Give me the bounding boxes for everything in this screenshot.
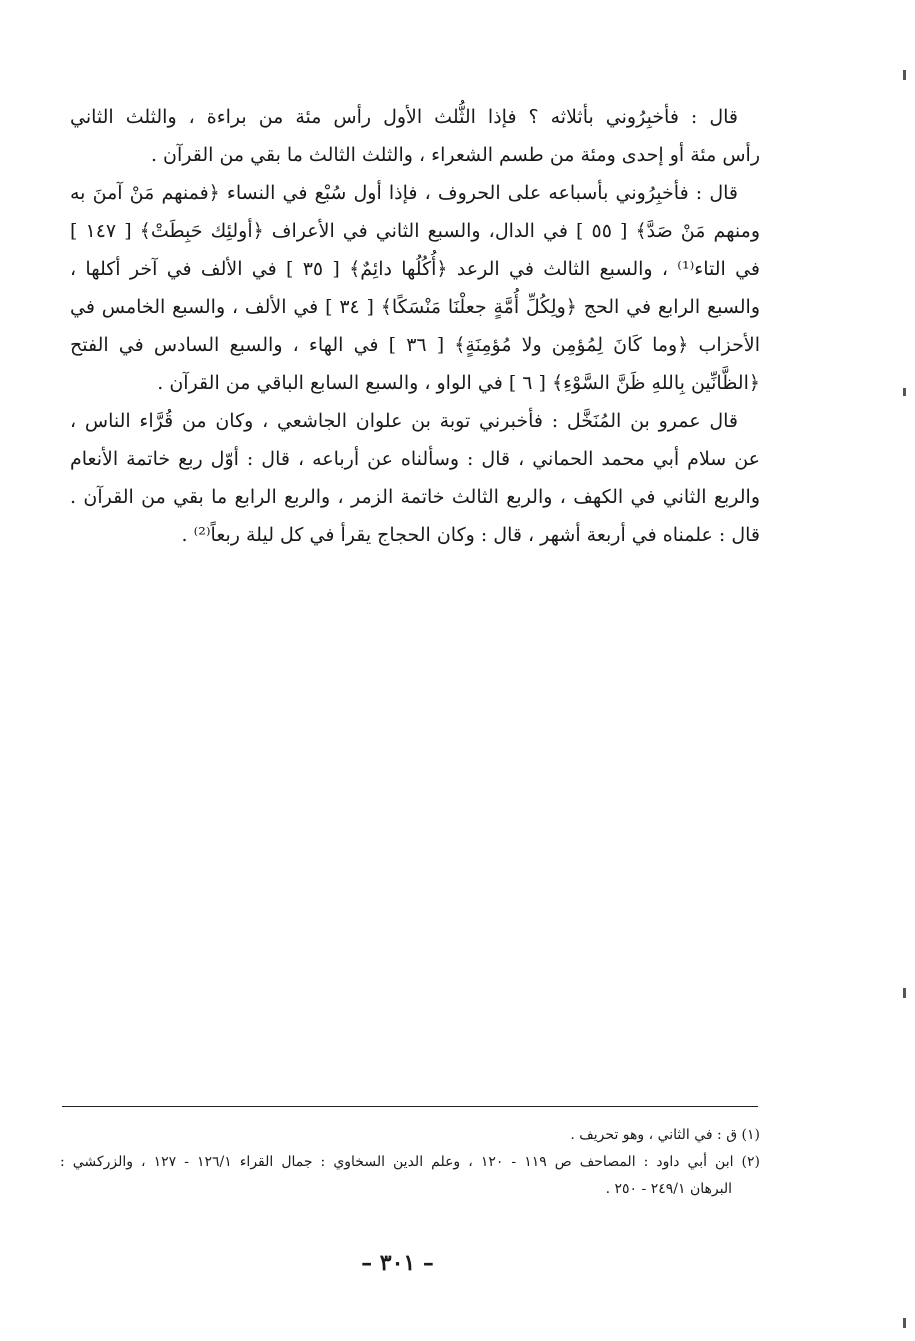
text-line: رأس مئة أو إحدى ومئة من طسم الشعراء ، والثلث الثالث ما بقي من القرآن . bbox=[150, 144, 760, 166]
text-line: قال : علمناه في أربعة أشهر ، قال : وكان الحجاج يقرأ في كل ليلة ربعاً⁽²⁾ . bbox=[181, 524, 760, 546]
edge-mark bbox=[903, 1318, 906, 1328]
footnote-2: (٢) ابن أبي داود : المصاحف ص ١١٩ - ١٢٠ ، وعلم الدين السخاوي : جمال القراء ١٢٦/١ - ١٢٧ ، والزركشي : bbox=[60, 1154, 760, 1170]
footnote-separator bbox=[62, 1106, 758, 1107]
text-line: ﴿الظَّانِّين بِاللهِ ظَنَّ السَّوْءِ﴾ [ ٦ ] في الواو ، والسبع السابع الباقي من القرآن . bbox=[157, 372, 760, 394]
footnote-2-continuation: البرهان ٢٤٩/١ - ٢٥٠ . bbox=[605, 1181, 732, 1197]
text-line: في التاء⁽¹⁾ ، والسبع الثالث في الرعد ﴿أُكُلُها دائِمٌ﴾ [ ٣٥ ] في الألف في آخر أكلها ، bbox=[70, 258, 760, 280]
page-number: – ٣٠١ – bbox=[361, 1250, 434, 1276]
footnote-1: (١) ق : في الثاني ، وهو تحريف . bbox=[570, 1127, 760, 1143]
text-line: قال : فأخبِرُوني بأسباعه على الحروف ، فإذا أول سُبْع في النساء ﴿فمنهم مَنْ آمنَ به bbox=[70, 182, 738, 204]
text-line: والسبع الرابع في الحج ﴿ولِكُلِّ أُمَّةٍ جعلْنَا مَنْسَكًا﴾ [ ٣٤ ] في الألف ، والسبع الخامس في bbox=[70, 296, 760, 318]
text-line: قال عمرو بن المُنَخَّل : فأخبرني توبة بن علوان الجاشعي ، وكان من قُرَّاء الناس ، bbox=[70, 410, 738, 432]
text-line: عن سلام أبي محمد الحماني ، قال : وسألناه عن أرباعه ، قال : أوّل ربع خاتمة الأنعام bbox=[70, 448, 760, 470]
text-line: ومنهم مَنْ صَدَّ﴾ [ ٥٥ ] في الدال، والسبع الثاني في الأعراف ﴿أولئِك حَبِطَتْ﴾ [ ١٤٧ ] bbox=[70, 220, 760, 242]
text-line: والربع الثاني في الكهف ، والربع الثالث خاتمة الزمر ، والربع الرابع ما بقي من القرآن . bbox=[70, 486, 760, 508]
main-text bbox=[70, 98, 760, 554]
text-line: الأحزاب ﴿وما كَانَ لِمُؤمِن ولا مُؤمِنَةٍ﴾ [ ٣٦ ] في الهاء ، والسبع السادس في الفتح bbox=[70, 334, 760, 356]
text-line: قال : فأخبِرُوني بأثلاثه ؟ فإذا الثُّلث الأول رأس مئة من براءة ، والثلث الثاني bbox=[70, 106, 738, 128]
footnotes bbox=[60, 1122, 760, 1203]
edge-mark bbox=[903, 988, 906, 998]
edge-mark bbox=[903, 388, 906, 396]
edge-mark bbox=[903, 70, 906, 80]
